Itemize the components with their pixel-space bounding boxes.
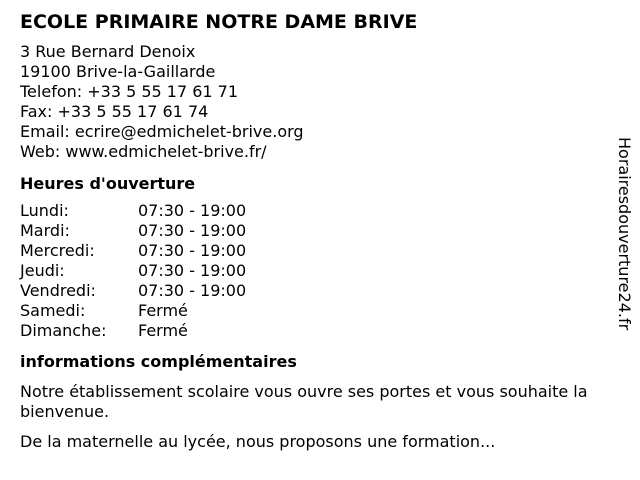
day-label: Mercredi: xyxy=(20,241,95,260)
contact-block xyxy=(20,42,600,162)
day-label: Vendredi: xyxy=(20,281,96,300)
day-hours: 07:30 - 19:00 xyxy=(138,241,247,260)
hours-row-sunday xyxy=(20,321,600,341)
day-hours: 07:30 - 19:00 xyxy=(138,261,247,280)
hours-row-friday xyxy=(20,281,600,301)
hours-row-tuesday xyxy=(20,221,600,241)
hours-row-saturday xyxy=(20,301,600,321)
day-label: Lundi: xyxy=(20,201,69,220)
fax-number: Fax: +33 5 55 17 61 74 xyxy=(20,102,209,121)
hours-row-wednesday xyxy=(20,241,600,261)
info-heading: informations complémentaires xyxy=(20,352,297,371)
email-address: Email: ecrire@edmichelet-brive.org xyxy=(20,122,304,141)
hours-row-thursday xyxy=(20,261,600,281)
hours-heading: Heures d'ouverture xyxy=(20,174,196,193)
phone-number: Telefon: +33 5 55 17 61 71 xyxy=(20,82,239,101)
hours-table xyxy=(20,201,600,341)
day-label: Dimanche: xyxy=(20,321,107,340)
day-label: Jeudi: xyxy=(20,261,65,280)
day-hours: Fermé xyxy=(138,301,188,320)
day-hours: 07:30 - 19:00 xyxy=(138,221,247,240)
day-hours: Fermé xyxy=(138,321,188,340)
day-hours: 07:30 - 19:00 xyxy=(138,201,247,220)
info-paragraph-formation: De la maternelle au lycée, nous proposons une formation... xyxy=(20,432,496,451)
info-paragraph-welcome: Notre établissement scolaire vous ouvre ses portes et vous souhaite la bienvenue. xyxy=(20,382,588,421)
day-hours: 07:30 - 19:00 xyxy=(138,281,247,300)
day-label: Samedi: xyxy=(20,301,86,320)
website: Web: www.edmichelet-brive.fr/ xyxy=(20,142,267,161)
address-street: 3 Rue Bernard Denoix xyxy=(20,42,196,61)
page-title: ECOLE PRIMAIRE NOTRE DAME BRIVE xyxy=(20,11,418,33)
day-label: Mardi: xyxy=(20,221,70,240)
hours-row-monday xyxy=(20,201,600,221)
watermark-text: Horairesdouverture24.fr xyxy=(615,137,634,331)
business-card xyxy=(20,10,600,452)
watermark-vertical xyxy=(612,137,636,343)
address-city: 19100 Brive-la-Gaillarde xyxy=(20,62,216,81)
